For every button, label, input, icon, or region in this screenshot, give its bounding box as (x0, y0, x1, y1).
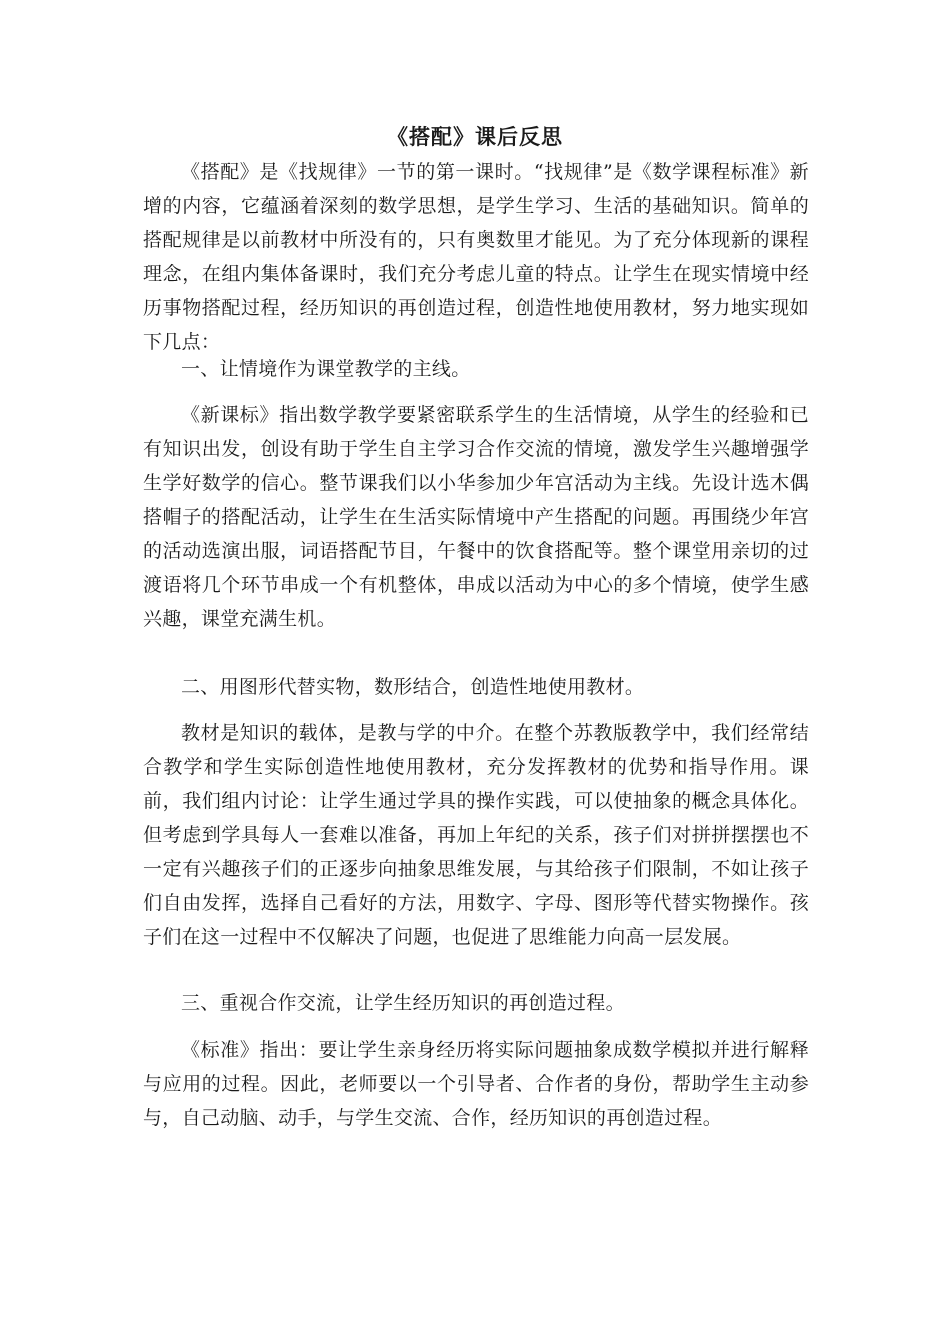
document-title: 《搭配》课后反思 (387, 124, 563, 149)
section-3-body: 《标准》指出：要让学生亲身经历将实际问题抽象成数学模拟并进行解释与应用的过程。因此，老师要以一个引导者、合作者的身份，帮助学生主动参与，自己动脑、动手，与学生交流、合作，经历知识的再创造过程。 (143, 1039, 809, 1129)
section-1-heading: 一、让情境作为课堂教学的主线。 (181, 358, 471, 380)
section-3-heading: 三、重视合作交流，让学生经历知识的再创造过程。 (181, 992, 625, 1014)
section-2-body: 教材是知识的载体，是教与学的中介。在整个苏教版教学中，我们经常结合教学和学生实际创造性地使用教材，充分发挥教材的优势和指导作用。课前，我们组内讨论：让学生通过学具的操作实践，可以使抽象的概念具体化。但考虑到学具每人一套难以准备，再加上年纪的关系，孩子们对拼拼摆摆也不一定有兴趣孩子们的正逐步向抽象思维发展，与其给孩子们限制，不如让孩子们自由发挥，选择自己看好的方法，用数字、字母、图形等代替实物操作。孩子们在这一过程中不仅解决了问题，也促进了思维能力向高一层发展。 (143, 722, 809, 948)
section-2-heading: 二、用图形代替实物，数形结合，创造性地使用教材。 (181, 676, 645, 698)
intro-paragraph: 《搭配》是《找规律》一节的第一课时。“找规律”是《数学课程标准》新增的内容，它蕴涵着深刻的数学思想，是学生学习、生活的基础知识。简单的搭配规律是以前教材中所没有的，只有奥数里才能见。为了充分体现新的课程理念，在组内集体备课时，我们充分考虑儿童的特点。让学生在现实情境中经历事物搭配过程，经历知识的再创造过程，创造性地使用教材，努力地实现如下几点： (143, 161, 809, 353)
section-1-body: 《新课标》指出数学教学要紧密联系学生的生活情境，从学生的经验和已有知识出发，创设有助于学生自主学习合作交流的情境，激发学生兴趣增强学生学好数学的信心。整节课我们以小华参加少年宫活动为主线。先设计选木偶搭帽子的搭配活动，让学生在生活实际情境中产生搭配的问题。再围绕少年宫的活动选演出服，词语搭配节目，午餐中的饮食搭配等。整个课堂用亲切的过渡语将几个环节串成一个有机整体，串成以活动为中心的多个情境，使学生感兴趣，课堂充满生机。 (143, 404, 809, 630)
